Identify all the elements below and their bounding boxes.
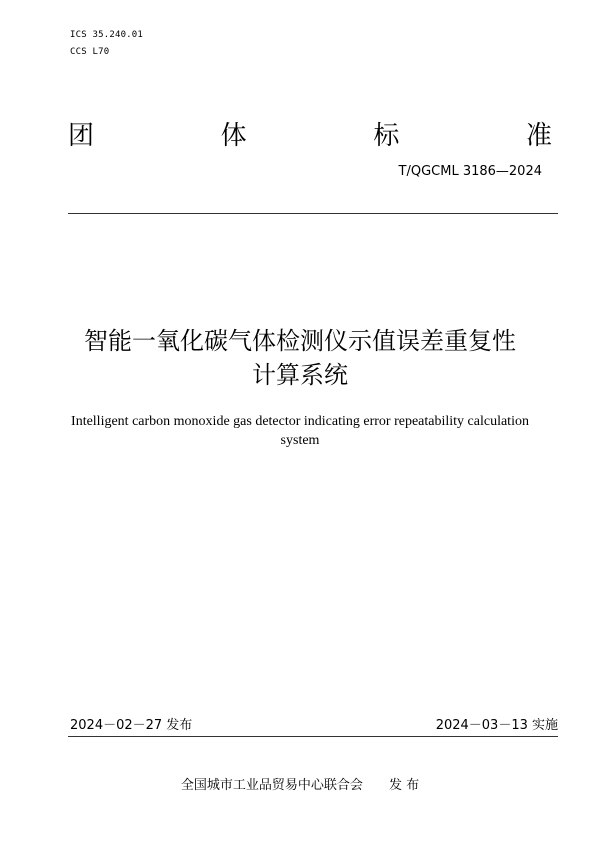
top-divider (68, 213, 558, 214)
english-title-line1: Intelligent carbon monoxide gas detector indicating error repeatability calculation (71, 414, 529, 429)
chinese-title-line2: 计算系统 (252, 361, 348, 389)
issuer-line (0, 774, 600, 793)
english-title (60, 412, 540, 450)
ccs-code: CCS L70 (70, 47, 110, 57)
standard-type-title (68, 115, 552, 152)
issuer-name: 全国城市工业品贸易中心联合会 (180, 778, 363, 793)
standard-number: T/QGCML 3186—2024 (398, 164, 542, 179)
english-title-line2: system (280, 433, 320, 448)
issuer-action: 发 布 (388, 778, 420, 793)
title-char: 团 (68, 121, 95, 151)
chinese-title (50, 324, 550, 392)
chinese-title-line1: 智能一氧化碳气体检测仪示值误差重复性 (84, 327, 516, 355)
title-char: 标 (373, 121, 400, 151)
bottom-divider (68, 736, 558, 737)
title-char: 体 (220, 121, 247, 151)
ics-code: ICS 35.240.01 (70, 30, 144, 40)
publish-date: 2024－02－27 发布 (70, 718, 193, 733)
effective-date: 2024－03－13 实施 (435, 718, 558, 733)
title-char: 准 (525, 121, 552, 151)
